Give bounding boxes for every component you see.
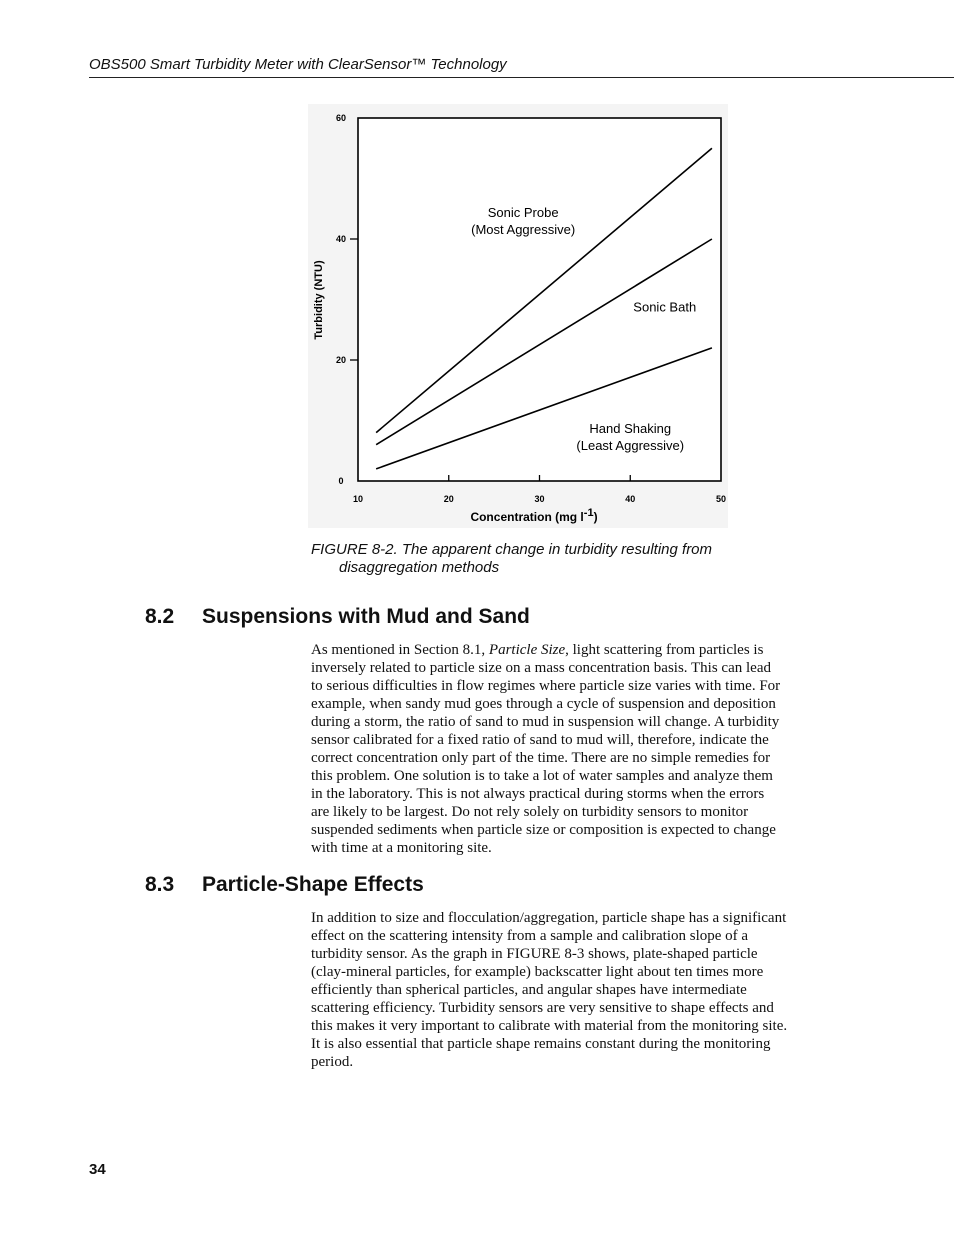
x-tick-label: 30 [534, 494, 545, 504]
paragraph-line: with time at a monitoring site. [311, 840, 492, 856]
turbidity-chart [308, 104, 728, 528]
section-8-2-paragraph [311, 641, 809, 857]
paragraph-line: suspended sediments when particle size or composition is expected to change [311, 822, 776, 838]
paragraph-line: in the laboratory. This is not always practical during storms when the errors [311, 786, 765, 802]
y-tick-label: 20 [335, 355, 347, 365]
caption-line-2: disaggregation methods [339, 559, 500, 576]
header-title: OBS500 Smart Turbidity Meter with ClearSensor™ Technology [89, 56, 507, 73]
series-label: Sonic Bath [633, 299, 697, 315]
x-axis-label: Concentration (mg l-1) [470, 507, 598, 524]
figure-8-2 [308, 104, 728, 528]
paragraph-line: effect on the scattering intensity from a sample and calibration slope of a [311, 928, 749, 944]
paragraph-line: efficiently than spherical particles, and angular shapes have intermediate [311, 982, 747, 998]
paragraph-line: inversely related to particle size on a mass concentration basis. This can lead [311, 660, 771, 676]
paragraph-line: period. [311, 1054, 354, 1070]
section-title: Suspensions with Mud and Sand [202, 605, 530, 628]
figure-caption [311, 541, 781, 577]
paragraph-line: scattering efficiency. Turbidity sensors are very sensitive to shape effects and [311, 1000, 774, 1016]
paragraph-line: (clay-mineral particles, for example) backscatter light about ten times more [311, 964, 764, 980]
y-tick-label: 60 [335, 113, 347, 123]
section-8-3-paragraph [311, 909, 809, 1071]
series-label: (Least Aggressive) [576, 438, 685, 454]
paragraph-line: during a storm, the ratio of sand to mud in suspension will change. A turbidity [311, 714, 780, 730]
series-label: Hand Shaking [589, 421, 672, 437]
paragraph-line: this problem. One solution is to take a lot of water samples and analyze them [311, 768, 773, 784]
paragraph-line: example, when sandy mud goes through a cycle of suspension and deposition [311, 696, 776, 712]
y-tick-label: 0 [338, 476, 344, 486]
section-title: Particle-Shape Effects [202, 873, 424, 896]
paragraph-line: sensor calibrated for a fixed ratio of sand to mud will, therefore, indicate the [311, 732, 769, 748]
caption-line-1: FIGURE 8-2. The apparent change in turbidity resulting from [311, 541, 713, 558]
paragraph-line: turbidity sensor. As the graph in FIGURE 8-3 shows, plate-shaped particle [311, 946, 758, 962]
paragraph-line: are likely to be largest. Do not rely solely on turbidity sensors to monitor [311, 804, 749, 820]
paragraph-line: this makes it very important to calibrate with material from the monitoring site. [311, 1018, 788, 1034]
section-number: 8.2 [145, 605, 175, 628]
x-tick-label: 10 [352, 494, 364, 504]
paragraph-line: correct concentration only part of the time. There are no simple remedies for [311, 750, 771, 766]
section-8-2-heading [145, 605, 530, 629]
x-tick-label: 20 [443, 494, 454, 504]
series-label: Sonic Probe [487, 205, 559, 221]
series-label: (Most Aggressive) [471, 222, 576, 238]
y-axis-label: Turbidity (NTU) [313, 260, 325, 340]
section-8-3-heading [145, 873, 424, 897]
x-tick-label: 40 [625, 494, 636, 504]
page-header [89, 55, 954, 78]
paragraph-line: In addition to size and flocculation/aggregation, particle shape has a significant [311, 910, 787, 926]
paragraph-line: As mentioned in Section 8.1, Particle Size, light scattering from particles is [311, 642, 764, 658]
section-number: 8.3 [145, 873, 175, 896]
page-number: 34 [89, 1161, 106, 1178]
paragraph-line: It is also essential that particle shape remains constant during the monitoring [311, 1036, 771, 1052]
paragraph-line: to serious difficulties in flow regimes where particle size varies with time. For [311, 678, 781, 694]
x-tick-label: 50 [715, 494, 727, 504]
y-tick-label: 40 [335, 234, 347, 244]
